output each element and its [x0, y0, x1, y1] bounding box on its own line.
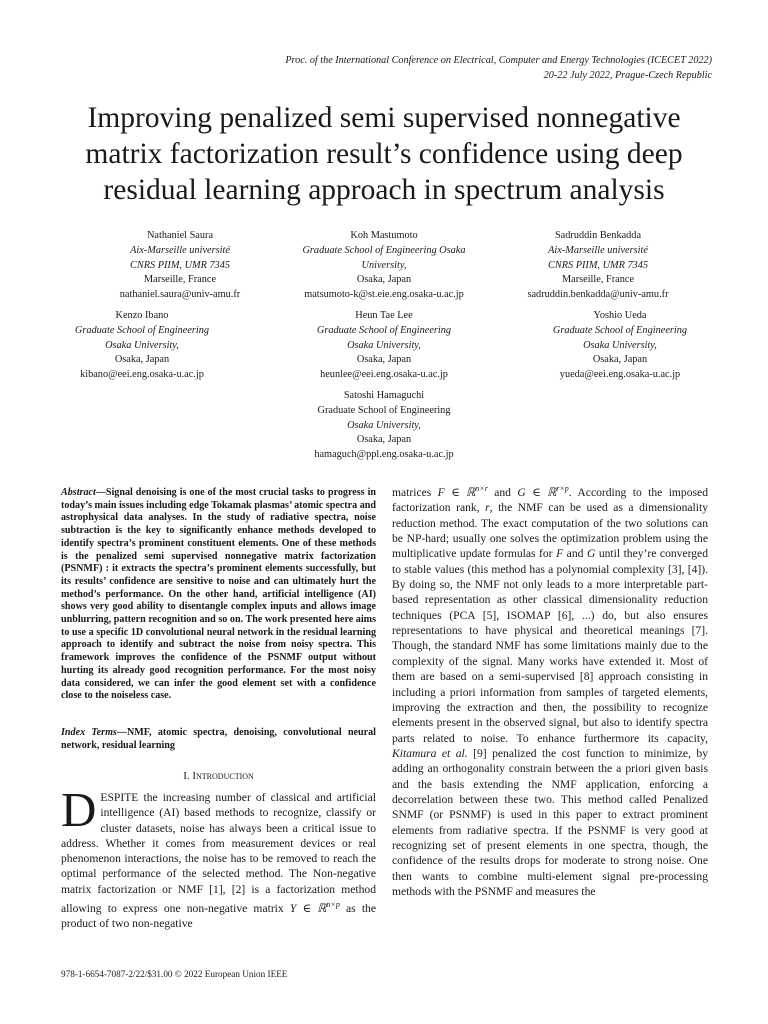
author-name: Heun Tae Lee — [355, 310, 413, 321]
intro-tail: as the product of two non-negative — [61, 901, 376, 931]
abstract-text: —Signal denoising is one of the most crucial tasks to progress in today’s main issues including edge Tokamak plasmas’ atomic spectra and astrophysical data analyses. In the study of radiative spectra, noise subtraction is the key to significantly enhance methods developed to identify spectra’s prominent constituent elements. One of these methods is the penalized semi supervised nonnegative matrix factorization (PSNMF) : it extracts the spectra’s prominent elements successfully, but its results’ confidence are sensitive to noise and can ultimately hurt the method’s performance. On the other hand, artificial intelligence (AI) shows very good ability to disentangle complex inputs and allows image unblurring, pattern recognition and so on. The work presented here aims to use a specific 1D convolutional neural network in the residual learning approach to identify and subtract the noise from noisy spectra. This framework improves the confidence of the PSNMF output without hurting its already good recognition performance. For the most noisy data considered, we can infer the good element set with a confidence close to the noiseless case. — [61, 487, 376, 702]
citation-name: Kitamura et al. — [392, 746, 468, 760]
author-block — [80, 229, 280, 303]
intro-body: the increasing number of classical and artificial intelligence (AI) based methods to recognize, classify or cluster datasets, noise has always been a critical issue to address. Whether it comes from measurement devices or real phenomenon interactions, the noise has to be removed to reach the optimal performance of the selected method. The Non-negative matrix factorization or NMF [1], [2] is a factorization method allowing to express one non-negative matrix — [61, 791, 376, 915]
author-location: Osaka, Japan — [592, 354, 648, 366]
conference-header — [285, 53, 712, 83]
index-terms-label: Index Terms — [61, 727, 117, 738]
author-affiliation: CNRS PIIM, UMR 7345 — [547, 259, 649, 271]
author-name: Koh Mastumoto — [350, 230, 418, 241]
author-name: Sadruddin Benkadda — [554, 230, 642, 241]
right-column-text — [392, 481, 708, 900]
conference-line-2: 20-22 July 2022, Prague-Czech Republic — [543, 70, 712, 81]
text-segment: and — [566, 547, 584, 561]
author-affiliation: Osaka University, — [347, 339, 421, 351]
math-f: F ∈ ℝ — [437, 485, 476, 499]
author-location: Osaka, Japan — [356, 434, 412, 446]
author-affiliation: Graduate School of Engineering — [74, 324, 210, 336]
author-name: Nathaniel Saura — [146, 230, 214, 241]
author-block — [525, 309, 715, 383]
title-line-1: Improving penalized semi supervised nonnegative — [87, 102, 681, 134]
author-affiliation: Osaka University, — [347, 419, 421, 431]
author-email[interactable]: kibano@eei.eng.osaka-u.ac.jp — [80, 369, 204, 381]
author-affiliation: Graduate School of Engineering Osaka — [302, 244, 466, 256]
author-affiliation: Aix-Marseille université — [130, 244, 230, 256]
index-terms — [61, 727, 376, 752]
math-g-sup: r×p — [556, 484, 569, 493]
author-email[interactable]: yueda@eei.eng.osaka-u.ac.jp — [559, 369, 681, 381]
author-email[interactable]: hamaguch@ppl.eng.osaka-u.ac.jp — [314, 449, 454, 461]
author-affiliation: Osaka University, — [583, 339, 657, 351]
drop-cap: D — [61, 782, 97, 837]
author-location: Marseille, France — [143, 274, 217, 286]
title-line-2: matrix factorization result’s confidence using deep — [85, 138, 683, 170]
author-block — [284, 389, 484, 463]
author-affiliation: Osaka University, — [105, 339, 179, 351]
author-email[interactable]: nathaniel.saura@univ-amu.fr — [119, 289, 241, 301]
author-affiliation: Aix-Marseille université — [548, 244, 648, 256]
text-segment: , the NMF can be used as a dimensionality reduction method. The exact computation of the two solutions can be NP-hard; usually one solves the optimization problem using the multiplicative update formulas for — [392, 501, 708, 561]
text-segment: and — [494, 485, 511, 499]
index-terms-text: —NMF, atomic spectra, denoising, convolutional neural network, residual learning — [61, 727, 376, 751]
author-location: Osaka, Japan — [356, 274, 412, 286]
title-line-3: residual learning approach in spectrum analysis — [103, 174, 665, 206]
author-block — [498, 229, 698, 303]
author-block — [47, 309, 237, 383]
author-affiliation: Graduate School of Engineering — [316, 324, 452, 336]
intro-lead: ESPITE — [100, 791, 139, 804]
section-title: Introduction — [192, 770, 254, 782]
text-segment: [9] penalized the cost function to minimize, by adding an orthogonality constrain between the a priori given basis and the basis extending the NMF application, enforcing a decorrelation between these two. This method called Penalized SNMF (or PSNMF) is used in this paper to extract prominent elements from radiative spectra. If the PSNMF is very good at recognizing set of present elements in one spectra, though, the confidence of the results drops for moderate to strong noise. One then wants to combine multi-element signal pre-processing methods with the PSNMF and measures the — [392, 746, 709, 899]
author-affiliation: Graduate School of Engineering — [317, 404, 451, 416]
author-location: Osaka, Japan — [356, 354, 412, 366]
author-location: Marseille, France — [561, 274, 635, 286]
author-block — [284, 229, 484, 303]
author-affiliation: CNRS PIIM, UMR 7345 — [129, 259, 231, 271]
author-name: Satoshi Hamaguchi — [343, 390, 425, 401]
math-r: r — [485, 501, 490, 515]
introduction-text — [61, 782, 376, 932]
section-number: I. — [183, 770, 190, 782]
author-email[interactable]: matsumoto-k@st.eie.eng.osaka-u.ac.jp — [304, 289, 464, 301]
conference-line-1: Proc. of the International Conference on Electrical, Computer and Energy Technologies (ICECET 2022) — [285, 55, 712, 66]
abstract — [61, 487, 376, 703]
author-email[interactable]: heunlee@eei.eng.osaka-u.ac.jp — [320, 369, 448, 381]
author-affiliation: Graduate School of Engineering — [552, 324, 688, 336]
paper-title — [40, 100, 728, 208]
author-email[interactable]: sadruddin.benkadda@univ-amu.fr — [527, 289, 669, 301]
math-g: G — [586, 547, 596, 561]
author-affiliation: University, — [361, 259, 407, 271]
footer-copyright: 978-1-6654-7087-2/22/$31.00 © 2022 European Union IEEE — [61, 969, 288, 979]
text-segment: matrices — [392, 485, 432, 499]
author-location: Osaka, Japan — [114, 354, 170, 366]
math-y: Y ∈ ℝ — [289, 901, 327, 915]
math-f: F — [556, 547, 564, 561]
abstract-label: Abstract — [61, 487, 96, 498]
section-heading — [61, 770, 376, 782]
author-name: Kenzo Ibano — [115, 310, 169, 321]
math-g: G ∈ ℝ — [517, 485, 557, 499]
math-f-sup: n×r — [475, 484, 488, 493]
math-y-sup: n×p — [326, 900, 340, 910]
author-block — [289, 309, 479, 383]
author-name: Yoshio Ueda — [593, 310, 647, 321]
text-segment: . According to the imposed factorization rank, — [392, 485, 708, 515]
text-segment: until they’re converged to stable values (this method has a polynomial complexity [3], [4]). By doing so, the NMF not only leads to a more interpretable part-based representation as other classical dimensionality reduction techniques (PCA [5], ISOMAP [6], ...) do, but also ensures representations to have physical and theoretical meanings [7]. Though, the standard NMF has some limitations mainly due to the complexity of the signal. Many works have extended it. Most of them are based on a semi-supervised [8] approach consisting in including a priori information from samples of targeted elements, improving the extraction and then, the possibility to recognize elements present in the observed signal, but also to identify spectra parts related to noise. To enhance furthermore its capacity, — [392, 547, 708, 745]
